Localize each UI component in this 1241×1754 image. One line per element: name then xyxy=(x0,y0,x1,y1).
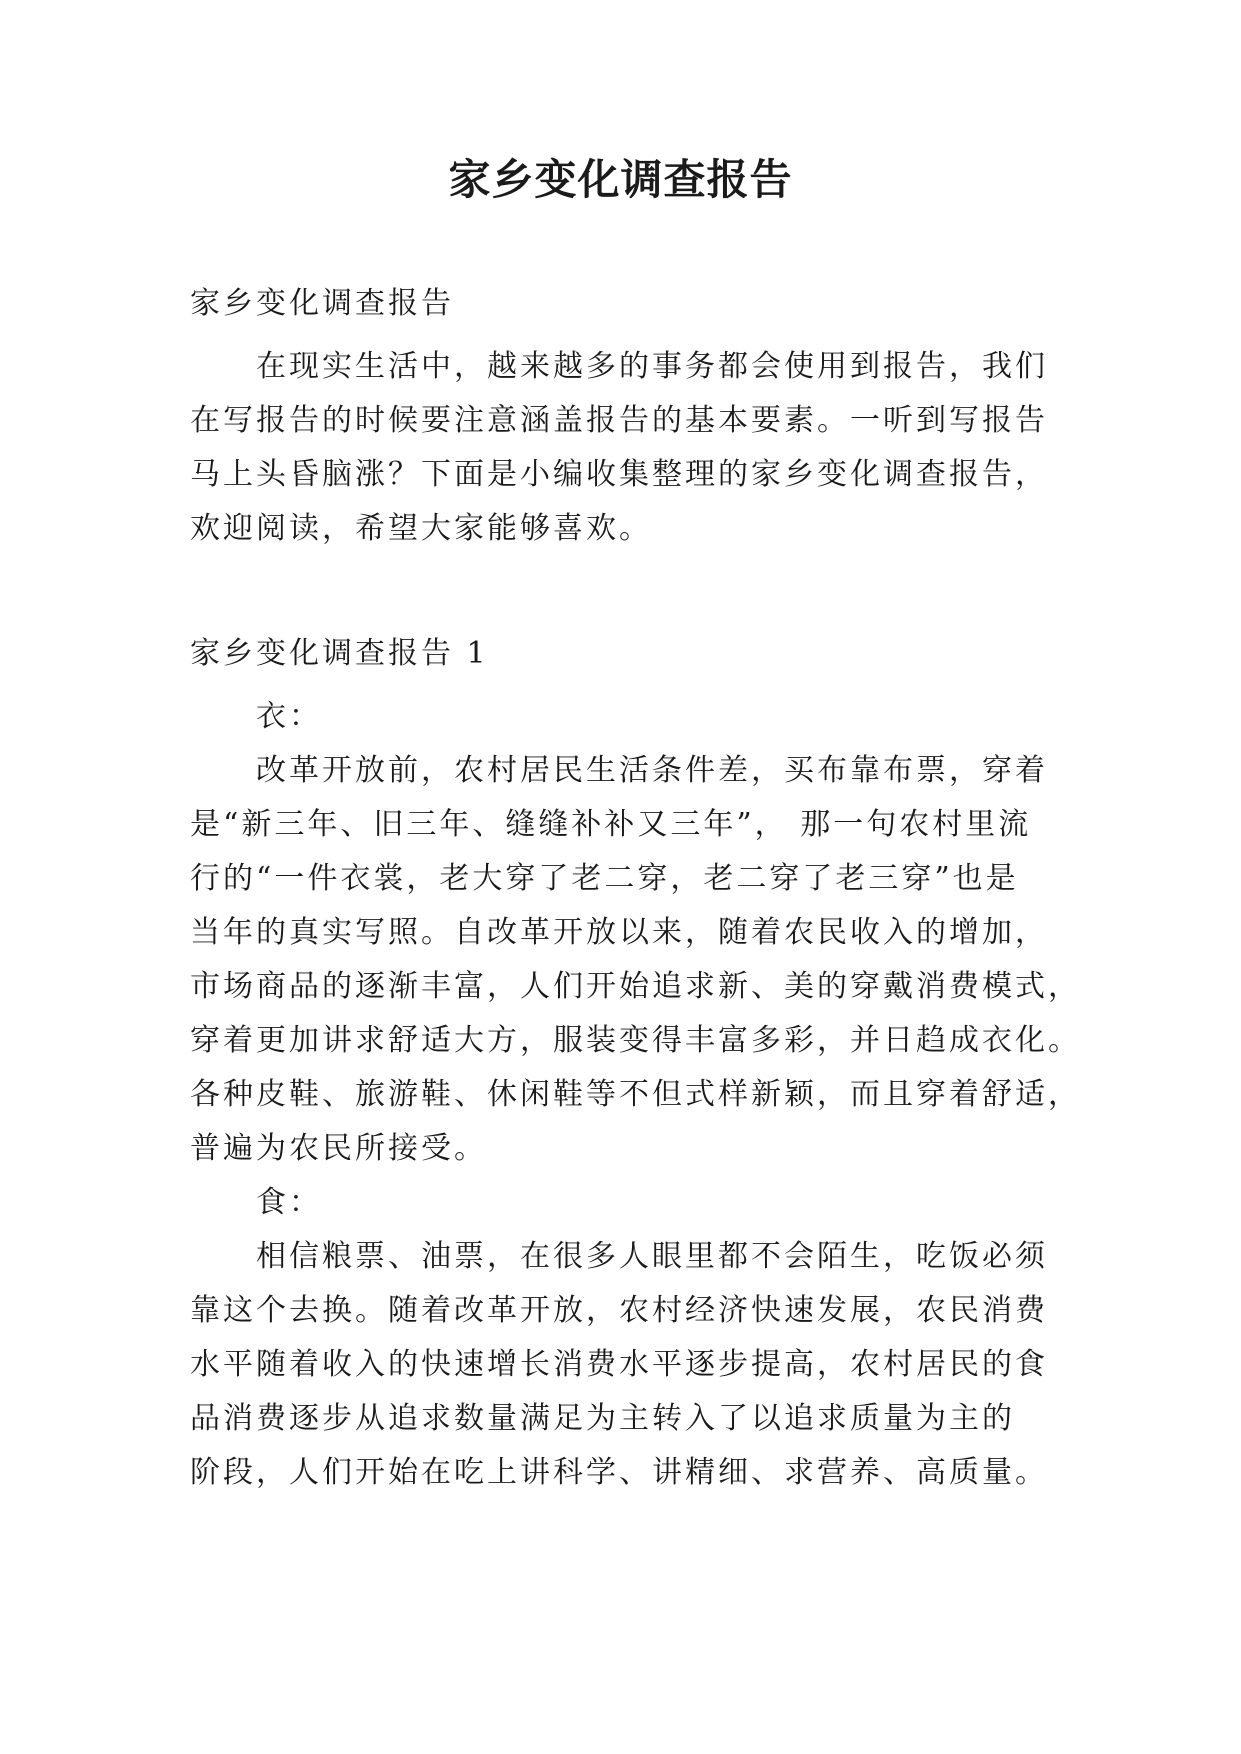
paragraph-line: 在写报告的时候要注意涵盖报告的基本要素。一听到写报告 xyxy=(190,403,1048,438)
paragraph-line: 市场商品的逐渐丰富，人们开始追求新、美的穿戴消费模式， xyxy=(190,969,1081,1004)
paragraph-line: 品消费逐步从追求数量满足为主转入了以追求质量为主的 xyxy=(190,1401,1015,1436)
paragraph-line: 普遍为农民所接受。 xyxy=(190,1131,487,1166)
paragraph-line: 欢迎阅读，希望大家能够喜欢。 xyxy=(190,511,652,546)
paragraph-line: 阶段，人们开始在吃上讲科学、讲精细、求营养、高质量。 xyxy=(190,1455,1048,1490)
paragraph-line: 穿着更加讲求舒适大方，服装变得丰富多彩，并日趋成衣化。 xyxy=(190,1023,1081,1058)
clothing-paragraph xyxy=(190,744,1081,1176)
paragraph-line: 在现实生活中，越来越多的事务都会使用到报告，我们 xyxy=(256,349,1048,384)
paragraph-line: 靠这个去换。随着改革开放，农村经济快速发展，农民消费 xyxy=(190,1293,1048,1328)
clothing-label: 衣： xyxy=(256,699,322,734)
paragraph-line: 改革开放前，农村居民生活条件差，买布靠布票，穿着 xyxy=(256,753,1048,788)
paragraph-line: 相信粮票、油票，在很多人眼里都不会陌生，吃饭必须 xyxy=(256,1239,1048,1274)
intro-heading: 家乡变化调查报告 xyxy=(190,286,454,321)
paragraph-line: 水平随着收入的快速增长消费水平逐步提高，农村居民的食 xyxy=(190,1347,1048,1382)
intro-paragraph xyxy=(190,340,1055,556)
food-label: 食： xyxy=(256,1185,322,1220)
paragraph-line: 当年的真实写照。自改革开放以来，随着农民收入的增加， xyxy=(190,915,1048,950)
document-title: 家乡变化调查报告 xyxy=(448,155,793,204)
document-body xyxy=(190,284,1081,1500)
paragraph-line: 各种皮鞋、旅游鞋、休闲鞋等不但式样新颖，而且穿着舒适， xyxy=(190,1077,1081,1112)
paragraph-line: 马上头昏脑涨？下面是小编收集整理的家乡变化调查报告， xyxy=(190,457,1048,492)
paragraph-line: 是“新三年、旧三年、缝缝补补又三年”， 那一句农村里流 xyxy=(190,807,1032,842)
paragraph-line: 行的“一件衣裳，老大穿了老二穿，老二穿了老三穿”也是 xyxy=(190,861,1019,896)
food-paragraph xyxy=(190,1230,1055,1500)
section-heading: 家乡变化调查报告 1 xyxy=(190,636,489,671)
